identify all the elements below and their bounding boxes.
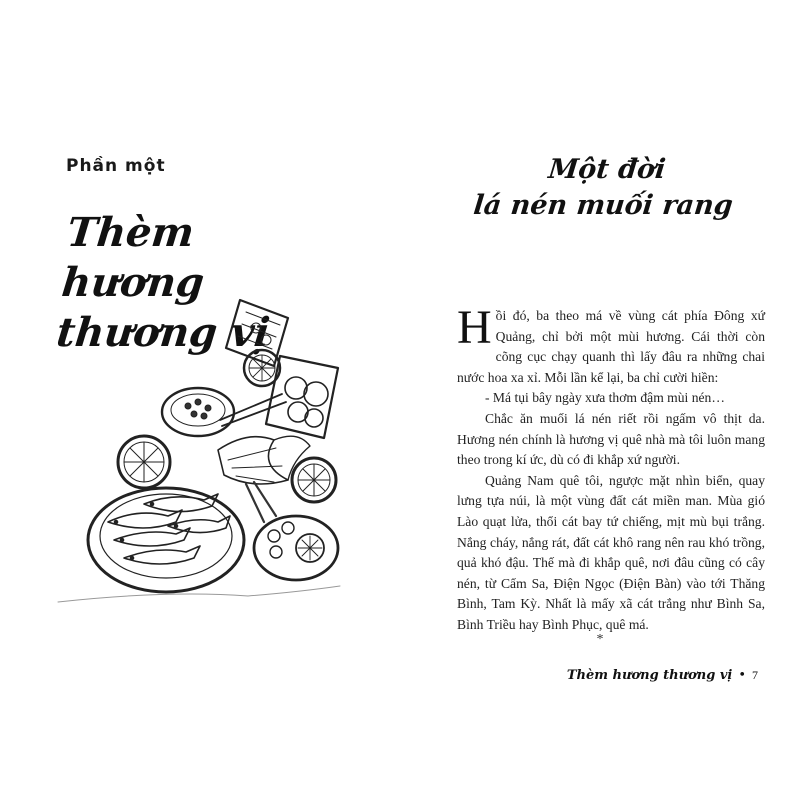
herb-bundle (218, 436, 310, 522)
chapter-body (457, 301, 765, 636)
citrus-slice-right (292, 458, 336, 502)
paragraph-4: Quảng Nam quê tôi, ngược mặt nhìn biển, quay lưng tựa núi, là một vùng đất cát miền man. Mùa gió Lào quạt lửa, thổi cát bay tứ chiếng, mịt mù bụi trắng. Nắng cháy, nắng rát, đất cát khô rang nên rau khó trồng, quả khó đậu. Thế mà đi khắp quê, nơi đâu cũng có cây nén, từ Cẩm Sa, Điện Ngọc (Điện Bàn) vào tới Thăng Bình, Tam Kỳ. Nhất là mấy xã cát trắng như Bình Sa, Bình Triều hay Bình Phục, quê má. (457, 472, 765, 632)
food-illustration (48, 290, 348, 610)
paragraph-2: - Má tụi bây ngày xưa thơm đậm mùi nén… (485, 390, 725, 406)
footer-book-title: Thèm hương thương vị (566, 668, 733, 683)
paragraph-3: Chắc ăn muối lá nén riết rồi ngấm vô thịt da. Hương nén chính là hương vị quê nhà mà tôi luôn mang theo trong kí ức, dù có đi khắp xứ người. (457, 410, 765, 468)
small-bowl (254, 516, 338, 580)
page-number: 7 (752, 668, 758, 682)
fish-bowl (88, 488, 244, 592)
part-title-line-2: thương vị (54, 309, 273, 356)
section-separator: * (596, 632, 604, 647)
part-title-line-1: Thèm hương (59, 209, 207, 306)
paragraph-1 (457, 301, 765, 388)
herb-dish (162, 388, 234, 436)
part-label: Phần một (66, 156, 166, 176)
chapter-title-line-2: lá nén muối rang (471, 190, 735, 221)
footer-bullet: • (738, 668, 746, 683)
chopsticks (220, 394, 286, 426)
chapter-title (466, 152, 744, 224)
paragraph-1-text: ồi đó, ba theo má về vùng cát phía Đông xứ Quảng, chỉ bởi một mùi hương. Cái thời còn cõng cục chạy quanh thì lấy đâu ra những chai nước hoa xa xỉ. Mỗi lần kể lại, ba chỉ cười hiền: (457, 308, 765, 385)
chapter-title-line-1: Một đời (546, 154, 668, 185)
drop-cap: H (457, 301, 492, 354)
citrus-slice-left (118, 436, 170, 488)
running-footer (567, 668, 758, 683)
